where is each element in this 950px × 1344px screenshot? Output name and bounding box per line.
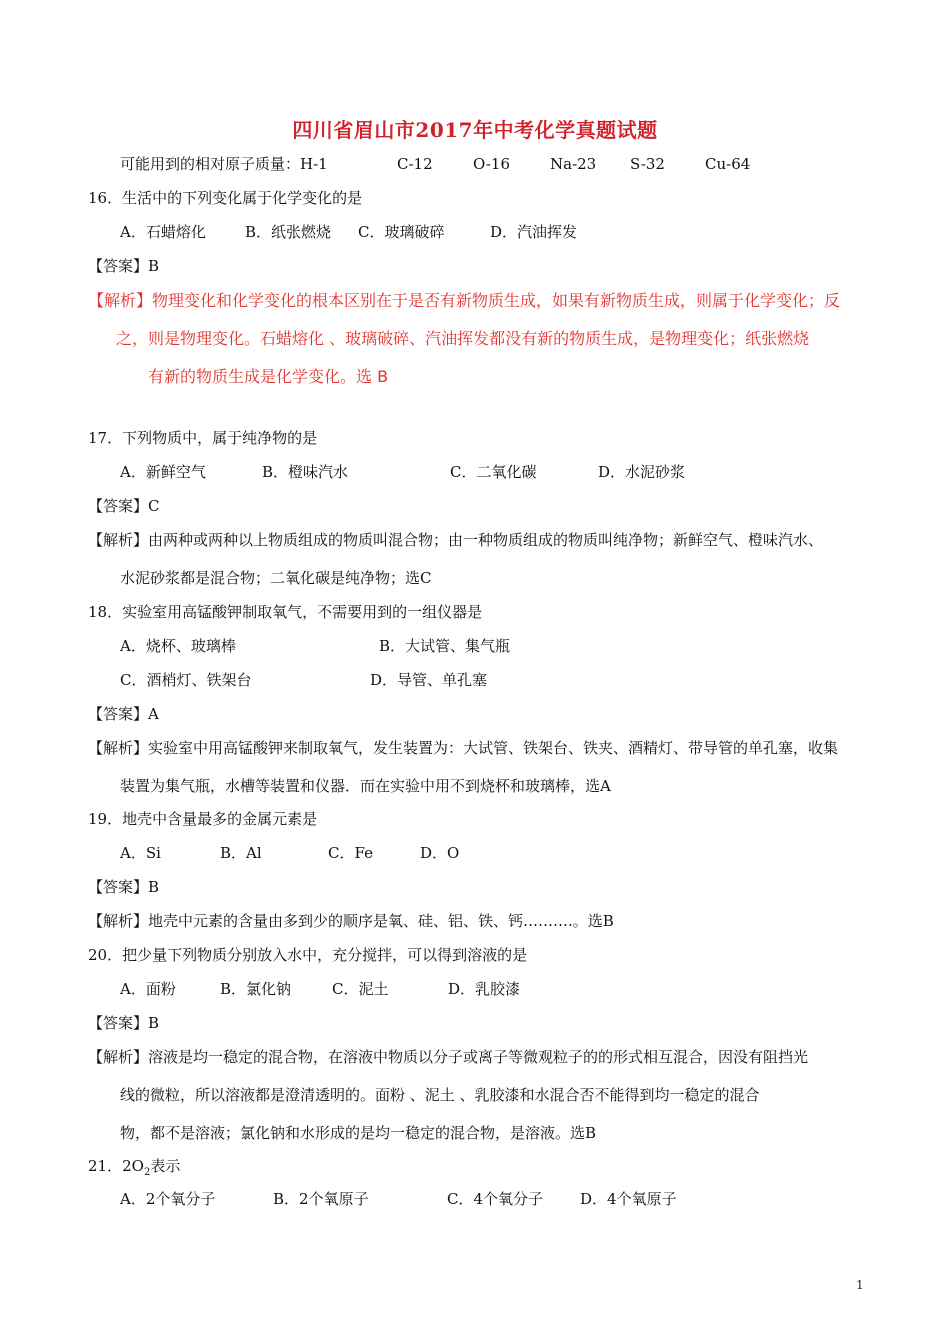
page-number: 1 [856,1278,864,1292]
question-18-option-b: B．大试管、集气瓶 [379,637,511,655]
question-20-option-b: B．氯化钠 [220,980,292,998]
question-19-stem: 19．地壳中含量最多的金属元素是 [88,810,318,828]
question-21-stem-suffix: 表示 [150,1157,181,1175]
question-20-stem: 20．把少量下列物质分别放入水中，充分搅拌，可以得到溶液的是 [88,946,528,964]
question-18-analysis-line-1: 【解析】实验室中用高锰酸钾来制取氧气，发生装置为：大试管、铁架台、铁夹、酒精灯、带导管的单孔塞，收集 [88,739,839,757]
question-17-answer: 【答案】C [88,497,160,515]
question-21-option-b: B．2个氧原子 [273,1190,369,1208]
question-20-option-c: C．泥土 [332,980,389,998]
question-18-analysis-line-2: 装置为集气瓶，水槽等装置和仪器．而在实验中用不到烧杯和玻璃棒，选A [120,777,611,795]
question-19-analysis-line-1: 【解析】地壳中元素的含量由多到少的顺序是氧、硅、铝、铁、钙……….。选B [88,912,614,930]
question-17-option-a: A．新鲜空气 [120,463,206,481]
question-16-stem: 16．生活中的下列变化属于化学变化的是 [88,189,363,207]
atomic-mass-c: C-12 [397,155,433,173]
question-20-analysis-line-1: 【解析】溶液是均一稳定的混合物，在溶液中物质以分子或离子等微观粒子的的形式相互混合，因没有阻挡光 [88,1048,809,1066]
question-16-option-d: D．汽油挥发 [490,223,578,241]
question-16-analysis-line-3: 有新的物质生成是化学变化。选 B [148,367,389,386]
question-16-analysis-line-1: 【解析】物理变化和化学变化的根本区别在于是否有新物质生成，如果有新物质生成，则属于化学变化；反 [88,291,841,310]
atomic-mass-na: Na-23 [550,155,597,173]
question-21-option-c: C．4个氧分子 [447,1190,544,1208]
question-20-option-a: A．面粉 [120,980,176,998]
question-17-option-c: C．二氧化碳 [450,463,537,481]
question-17-stem: 17．下列物质中，属于纯净物的是 [88,429,318,447]
question-21-stem [88,1156,180,1183]
question-19-answer: 【答案】B [88,878,160,896]
question-21-option-d: D．4个氧原子 [580,1190,677,1208]
question-17-option-b: B．橙味汽水 [262,463,349,481]
question-20-analysis-line-2: 线的微粒，所以溶液都是澄清透明的。面粉 、泥土 、乳胶漆和水混合否不能得到均一稳定的混合 [120,1086,760,1104]
question-16-option-a: A．石蜡熔化 [120,223,206,241]
question-17-analysis-line-2: 水泥砂浆都是混合物；二氧化碳是纯净物；选C [120,569,432,587]
question-19-option-d: D．O [420,844,460,862]
question-18-stem: 18．实验室用高锰酸钾制取氧气，不需要用到的一组仪器是 [88,603,483,621]
question-19-option-c: C．Fe [328,844,373,862]
question-16-option-b: B．纸张燃烧 [245,223,332,241]
question-20-answer: 【答案】B [88,1014,160,1032]
atomic-mass-s: S-32 [630,155,665,173]
question-18-answer: 【答案】A [88,705,159,723]
atomic-mass-o: O-16 [473,155,511,173]
question-20-option-d: D．乳胶漆 [448,980,521,998]
question-21-stem-subscript: 2 [143,1167,151,1178]
question-17-option-d: D．水泥砂浆 [598,463,686,481]
question-19-option-a: A．Si [120,844,161,862]
question-16-answer: 【答案】B [88,257,160,275]
atomic-mass-cu: Cu-64 [705,155,751,173]
question-18-option-c: C．酒梢灯、铁架台 [120,671,252,689]
question-18-option-d: D．导管、单孔塞 [370,671,488,689]
question-20-analysis-line-3: 物，都不是溶液；氯化钠和水形成的是均一稳定的混合物，是溶液。选B [120,1124,597,1142]
question-21-stem-prefix: 21．2O [88,1157,144,1175]
question-21-option-a: A．2个氧分子 [120,1190,216,1208]
question-18-option-a: A．烧杯、玻璃棒 [120,637,236,655]
question-19-option-b: B．Al [220,844,262,862]
question-16-option-c: C．玻璃破碎 [358,223,445,241]
question-17-analysis-line-1: 【解析】由两种或两种以上物质组成的物质叫混合物；由一种物质组成的物质叫纯净物；新鲜空气、橙味汽水、 [88,531,824,549]
question-16-analysis-line-2: 之，则是物理变化。石蜡熔化 、玻璃破碎、汽油挥发都没有新的物质生成，是物理变化；纸张燃烧 [116,329,810,348]
document-title: 四川省眉山市2017年中考化学真题试题 [292,118,658,142]
atomic-mass-label: 可能用到的相对原子质量：H-1 [120,155,328,173]
